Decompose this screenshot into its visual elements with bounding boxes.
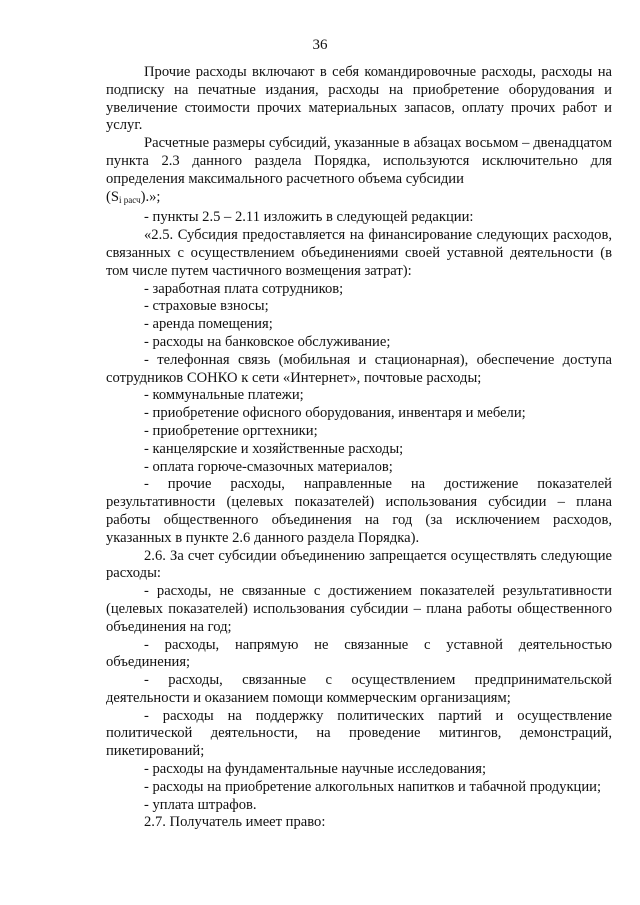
page-number: 36	[312, 37, 328, 53]
list-item: - оплата горюче-смазочных материалов;	[144, 458, 393, 475]
subsidy-formula-close: ).»;	[140, 188, 161, 205]
list-item: - расходы, связанные с осуществлением предпринимательской деятельности и оказанием помощи коммерческим организациям;	[106, 672, 612, 706]
subsidy-formula	[106, 189, 160, 210]
list-item: - страховые взносы;	[144, 298, 269, 315]
paragraph-other-expenses: Прочие расходы включают в себя командировочные расходы, расходы на подписку на печатные издания, расходы на приобретение оборудования и увеличение стоимости прочих материальных запасов, оплату прочих работ и услуг.	[106, 64, 612, 134]
list-item: - расходы на банковское обслуживание;	[144, 333, 391, 350]
list-item: - прочие расходы, направленные на достижение показателей результативности (целевых показателей) использования субсидии – плана работы общественного объединения на год (за исключением расходов, указанных в пункте 2.6 данного раздела Порядка).	[106, 476, 612, 546]
list-item: - уплата штрафов.	[144, 796, 257, 813]
list-item: - расходы на поддержку политических партий и осуществление политической деятельности, на проведение митингов, демонстраций, пикетирований;	[106, 707, 612, 760]
list-item: - коммунальные платежи;	[144, 387, 304, 404]
subsidy-formula-subscript: i расч	[118, 194, 141, 205]
subsidy-formula-open: (S	[106, 188, 119, 205]
paragraph-2-7: 2.7. Получатель имеет право:	[144, 814, 326, 831]
list-item: - телефонная связь (мобильная и стационарная), обеспечение доступа сотрудников СОНКО к сети «Интернет», почтовые расходы;	[106, 351, 612, 386]
paragraph-calculated-subsidies	[106, 135, 612, 209]
list-item: - канцелярские и хозяйственные расходы;	[144, 440, 404, 457]
document-body	[106, 64, 612, 832]
paragraph-amendment-intro: - пункты 2.5 – 2.11 изложить в следующей редакции:	[144, 209, 474, 226]
list-item: - расходы на фундаментальные научные исследования;	[144, 761, 487, 778]
list-item: - расходы на приобретение алкогольных напитков и табачной продукции;	[144, 778, 602, 795]
paragraph-2-5: «2.5. Субсидия предоставляется на финансирование следующих расходов, связанных с осуществлением объединениями своей уставной деятельности (в том числе путем частичного возмещения затрат):	[106, 227, 612, 279]
list-item: - аренда помещения;	[144, 316, 273, 333]
list-item: - заработная плата сотрудников;	[144, 280, 344, 297]
list-item: - приобретение оргтехники;	[144, 422, 318, 439]
list-item: - приобретение офисного оборудования, инвентаря и мебели;	[144, 405, 526, 422]
list-item: - расходы, напрямую не связанные с уставной деятельностью объединения;	[106, 636, 612, 671]
paragraph-2-6: 2.6. За счет субсидии объединению запрещается осуществлять следующие расходы:	[106, 547, 612, 582]
paragraph-calculated-subsidies-text: Расчетные размеры субсидий, указанные в абзацах восьмом – двенадцатом пункта 2.3 данного раздела Порядка, используются исключительно для определения максимального расчетного объема субсидии	[106, 135, 612, 187]
list-item: - расходы, не связанные с достижением показателей результативности (целевых показателей) использования субсидии – плана работы общественного объединения на год;	[106, 583, 612, 635]
